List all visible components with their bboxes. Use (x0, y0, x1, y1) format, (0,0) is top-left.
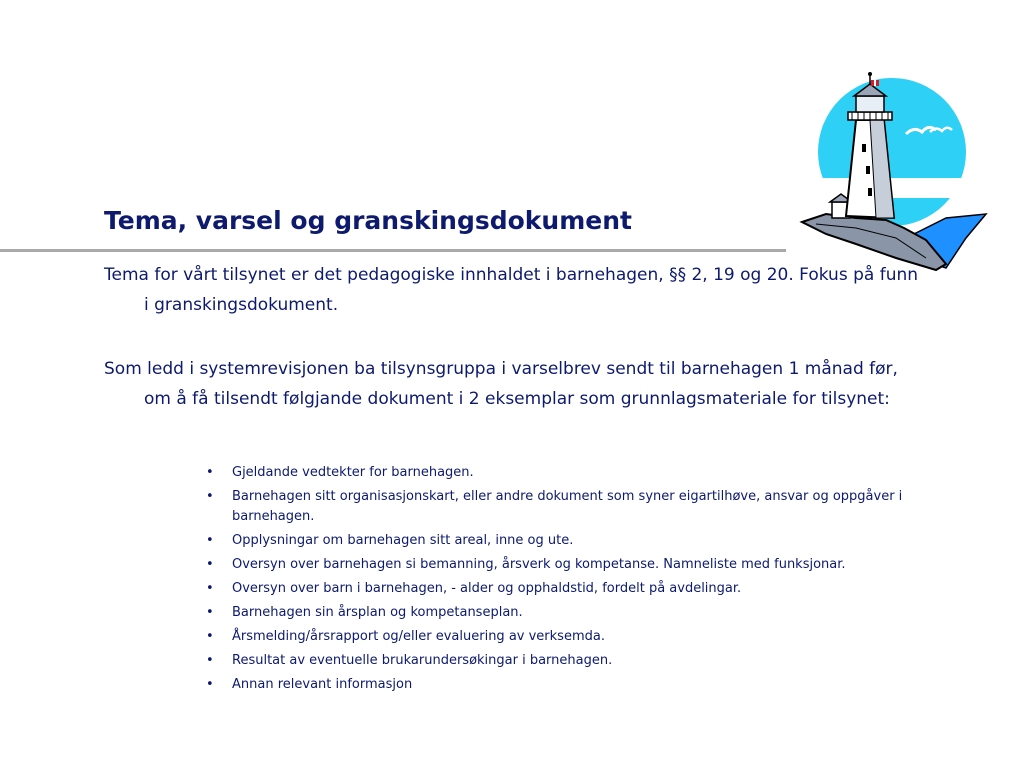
slide-title: Tema, varsel og granskingsdokument (104, 206, 632, 235)
list-item (206, 603, 926, 623)
list-item-text: Oversyn over barn i barnehagen, - alder og opphaldstid, fordelt på avdelingar. (232, 581, 742, 596)
intro-paragraph: Tema for vårt tilsynet er det pedagogiske innhaldet i barnehagen, §§ 2, 19 og 20. Fokus på funn i granskingsdokument. (104, 265, 919, 315)
bullet-icon: • (206, 489, 214, 504)
bullet-icon: • (206, 629, 214, 644)
list-item (206, 555, 926, 575)
lighthouse-icon (796, 68, 992, 274)
bullet-icon: • (206, 605, 214, 620)
title-divider (0, 249, 786, 252)
list-item-text: Barnehagen sitt organisasjonskart, eller andre dokument som syner eigartilhøve, ansvar og oppgåver i barnehagen. (232, 489, 903, 524)
request-paragraph: Som ledd i systemrevisjonen ba tilsynsgruppa i varselbrev sendt til barnehagen 1 månad før, om å få tilsendt følgjande dokument i 2 eksemplar som grunnlagsmateriale for tilsynet: (104, 359, 898, 409)
list-item-text: Oversyn over barnehagen si bemanning, årsverk og kompetanse. Namneliste med funksjonar. (232, 557, 846, 572)
list-item-text: Opplysningar om barnehagen sitt areal, inne og ute. (232, 533, 574, 548)
list-item (206, 531, 926, 551)
list-item-text: Resultat av eventuelle brukarundersøkingar i barnehagen. (232, 653, 613, 668)
bullet-icon: • (206, 581, 214, 596)
document-list (206, 463, 926, 699)
bullet-icon: • (206, 653, 214, 668)
list-item (206, 651, 926, 671)
list-item-text: Årsmelding/årsrapport og/eller evaluering av verksemda. (232, 629, 605, 644)
bullet-icon: • (206, 677, 214, 692)
bullet-icon: • (206, 533, 214, 548)
bullet-icon: • (206, 465, 214, 480)
list-item-text: Barnehagen sin årsplan og kompetanseplan. (232, 605, 523, 620)
list-item-text: Gjeldande vedtekter for barnehagen. (232, 465, 474, 480)
list-item (206, 579, 926, 599)
list-item (206, 463, 926, 483)
list-item (206, 627, 926, 647)
list-item (206, 487, 926, 527)
list-item (206, 675, 926, 695)
list-item-text: Annan relevant informasjon (232, 677, 413, 692)
bullet-icon: • (206, 557, 214, 572)
